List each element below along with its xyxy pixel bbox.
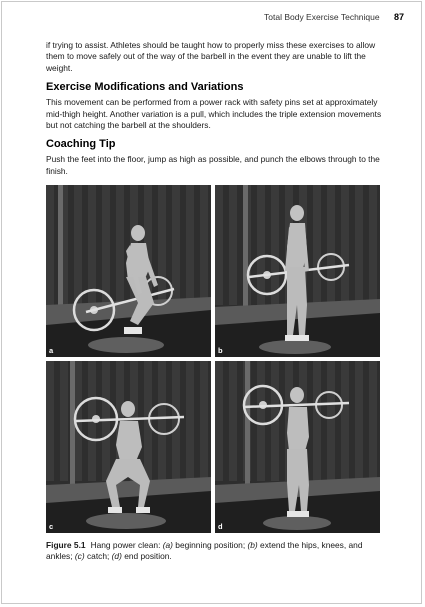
figure-label: Figure 5.1	[46, 540, 86, 550]
photo-panel-d	[215, 361, 380, 533]
modifications-paragraph: This movement can be performed from a power rack with safety pins set at approximately mid-thigh height. Another variation is a pull, which includes the triple extension movements but not catching the barbell at the shoulders.	[46, 97, 382, 131]
photo-panel-c	[46, 361, 211, 533]
panel-letter-a: a	[49, 346, 54, 355]
panel-letter-d: d	[218, 522, 223, 531]
figure-caption	[46, 540, 380, 563]
caption-d-text: end position.	[121, 551, 172, 562]
caption-d-marker: (d)	[111, 551, 122, 562]
caption-b-text: extend the hips, knees, and ankles;	[46, 540, 363, 562]
running-header	[0, 12, 404, 22]
section-heading-coaching-tip: Coaching Tip	[46, 138, 116, 151]
photo-c-illustration	[46, 361, 211, 533]
photo-panel-a	[46, 185, 211, 357]
coaching-tip-paragraph: Push the feet into the floor, jump as high as possible, and punch the elbows through to the finish.	[46, 154, 380, 176]
panel-letter-b: b	[218, 346, 223, 355]
figure-5-1	[46, 185, 380, 535]
running-title: Total Body Exercise Technique	[264, 12, 380, 22]
photo-a-illustration	[46, 185, 211, 357]
caption-lead: Hang power clean:	[90, 540, 163, 550]
photo-panel-b	[215, 185, 380, 357]
page-body	[46, 40, 386, 177]
caption-a-text: beginning position;	[172, 540, 248, 550]
caption-c-text: catch;	[84, 551, 112, 562]
section-heading-modifications: Exercise Modifications and Variations	[46, 81, 244, 94]
panel-letter-c: c	[49, 522, 54, 531]
caption-c-marker: (c)	[74, 551, 85, 562]
caption-b-marker: (b)	[247, 540, 258, 550]
caption-a-marker: (a)	[162, 540, 173, 550]
intro-paragraph: if trying to assist. Athletes should be taught how to properly miss these exercises to allow them to move safely out of the way of the barbell in the event they are unable to lift the weight.	[46, 40, 376, 73]
photo-b-illustration	[215, 185, 380, 357]
photo-d-illustration	[215, 361, 380, 533]
page-number: 87	[393, 12, 404, 22]
